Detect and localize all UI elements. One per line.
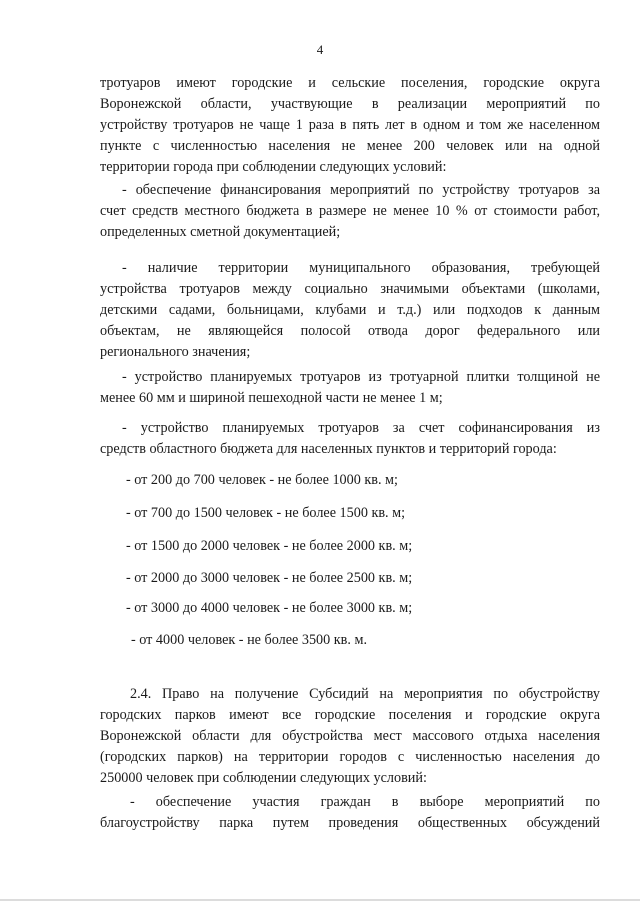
limit-item: - от 2000 до 3000 человек - не более 2500 кв. м; [126,570,413,586]
text-line: регионального значения; [100,344,251,360]
limit-item: - от 4000 человек - не более 3500 кв. м. [131,632,367,648]
limit-item: - от 3000 до 4000 человек - не более 3000 кв. м; [126,600,413,616]
text-line: менее 60 мм и шириной пешеходной части не менее 1 м; [100,390,443,406]
text-line: пункте с численностью населения не менее 200 человек или на одной [100,138,600,154]
text-line: 250000 человек при соблюдении следующих условий: [100,770,427,786]
limit-item: - от 1500 до 2000 человек - не более 2000 кв. м; [126,538,413,554]
text-line: объектам, не являющейся полосой отвода дорог федерального или [100,323,600,339]
text-line: устройства тротуаров между социально значимыми объектами (школами, [100,281,600,297]
text-line: - наличие территории муниципального образования, требующей [122,260,600,276]
text-line: - обеспечение финансирования мероприятий по устройству тротуаров за [122,182,600,198]
limit-item: - от 200 до 700 человек - не более 1000 кв. м; [126,472,398,488]
paragraph-sidewalk-eligibility [100,73,600,178]
text-line: тротуаров имеют городские и сельские поселения, городские округа [100,75,600,91]
paragraph-cofinancing-condition [100,418,600,460]
text-line: благоустройству парка путем проведения общественных обсуждений [100,815,600,831]
text-line: средств областного бюджета для населенных пунктов и территорий города: [100,441,557,457]
text-line: городских парков имеют все городские поселения и городские округа [100,707,600,723]
text-line: 2.4. Право на получение Субсидий на мероприятия по обустройству [130,686,600,702]
section-2-4-paragraph [100,684,600,789]
text-line: - обеспечение участия граждан в выборе мероприятий по [130,794,600,810]
paragraph-public-participation [100,792,600,834]
page-number: 4 [316,42,324,57]
text-line: территории города при соблюдении следующих условий: [100,159,447,175]
text-line: (городских парков) на территории городов с численностью населения до [100,749,600,765]
text-line: определенных сметной документацией; [100,224,341,240]
page-bottom-edge [0,899,640,901]
paragraph-territory-condition [100,258,600,363]
text-line: - устройство планируемых тротуаров за счет софинансирования из [122,420,600,436]
text-line: Воронежской области для обустройства мест массового отдыха населения [100,728,600,744]
text-line: - устройство планируемых тротуаров из тротуарной плитки толщиной не [122,369,600,385]
text-line: счет средств местного бюджета в размере не менее 10 % от стоимости работ, [100,203,600,219]
text-line: Воронежской области, участвующие в реализации мероприятий по [100,96,600,112]
paragraph-tile-condition [100,367,600,409]
text-line: устройству тротуаров не чаще 1 раза в пять лет в одном и том же населенном [100,117,600,133]
limit-item: - от 700 до 1500 человек - не более 1500 кв. м; [126,505,406,521]
text-line: детскими садами, больницами, клубами и т.д.) или подходов к данным [100,302,600,318]
paragraph-financing-condition [100,180,600,243]
